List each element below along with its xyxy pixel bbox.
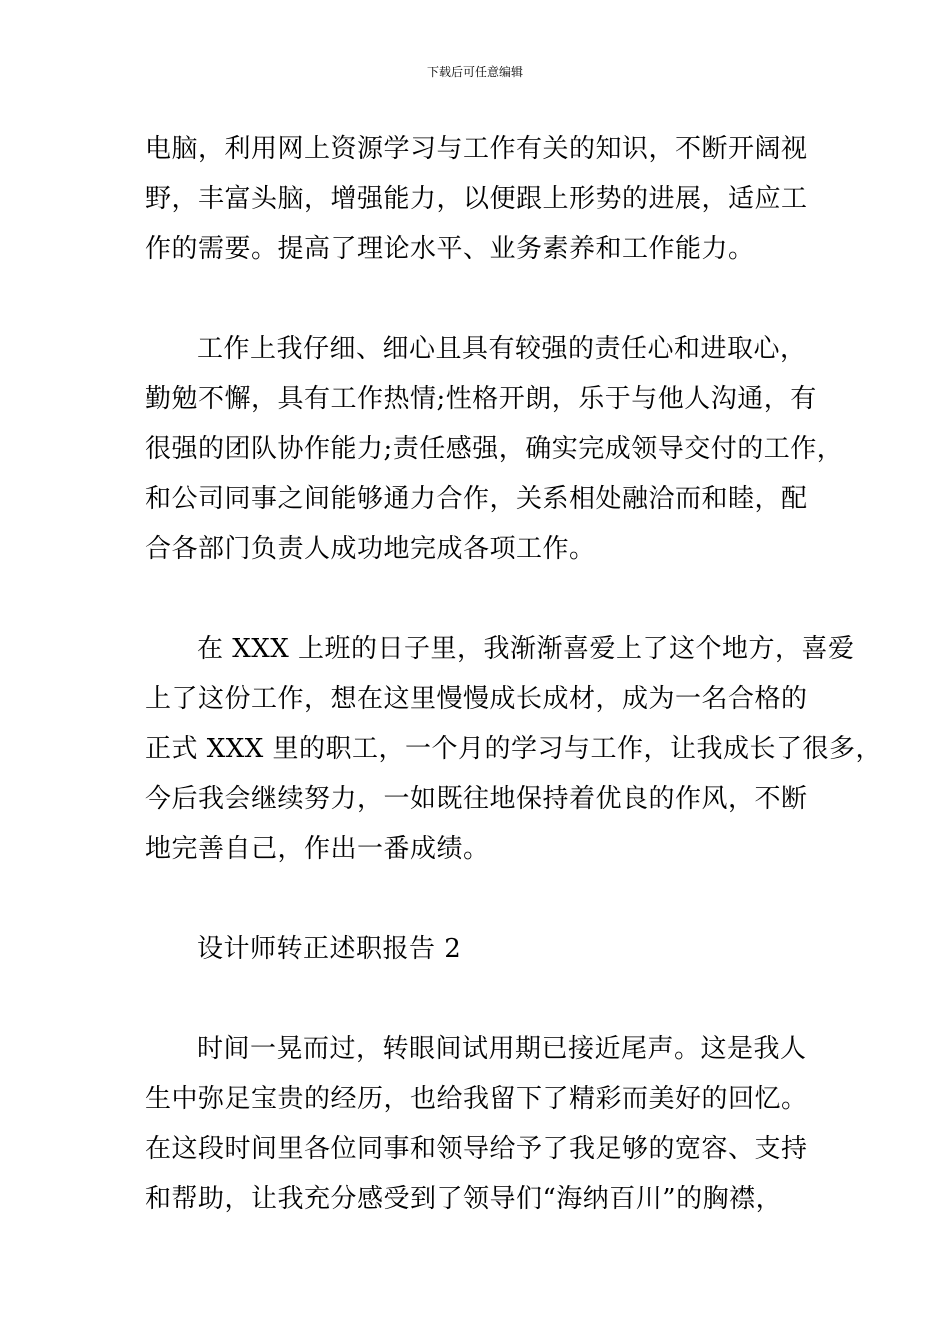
text-line: 作的需要。提高了理论水平、业务素养和工作能力。	[145, 234, 755, 264]
text-line: 地完善自己，作出一番成绩。	[145, 834, 490, 864]
text-line: 工作上我仔细、细心且具有较强的责任心和进取心，	[197, 334, 807, 364]
document-body	[145, 124, 883, 1224]
paragraph-gap	[145, 974, 835, 1024]
text-line: 正式 XXX 里的职工，一个月的学习与工作，让我成长了很多，	[145, 734, 883, 764]
text-line: 时间一晃而过，转眼间试用期已接近尾声。这是我人	[197, 1034, 807, 1064]
text-line: 勤勉不懈，具有工作热情;性格开朗，乐于与他人沟通，有	[145, 384, 817, 414]
text-line: 合各部门负责人成功地完成各项工作。	[145, 534, 596, 564]
text-line: 今后我会继续努力，一如既往地保持着优良的作风，不断	[145, 784, 808, 814]
section-heading-block	[145, 924, 835, 974]
paragraph-gap	[145, 874, 835, 924]
paragraph	[145, 324, 844, 574]
text-line: 在 XXX 上班的日子里，我渐渐喜爱上了这个地方，喜爱	[197, 634, 855, 664]
text-line: 电脑，利用网上资源学习与工作有关的知识，不断开阔视	[145, 134, 808, 164]
section-heading: 设计师转正述职报告 2	[197, 934, 462, 964]
paragraph	[145, 1024, 835, 1224]
text-line: 在这段时间里各位同事和领导给予了我足够的宽容、支持	[145, 1134, 808, 1164]
text-line: 和帮助，让我充分感受到了领导们“海纳百川”的胸襟，	[145, 1184, 783, 1214]
text-line: 很强的团队协作能力;责任感强，确实完成领导交付的工作，	[145, 434, 844, 464]
paragraph	[145, 624, 883, 874]
paragraph-gap	[145, 574, 835, 624]
paragraph-gap	[145, 274, 835, 324]
text-line: 和公司同事之间能够通力合作，关系相处融洽而和睦，配	[145, 484, 808, 514]
text-line: 生中弥足宝贵的经历，也给我留下了精彩而美好的回忆。	[145, 1084, 808, 1114]
text-line: 上了这份工作，想在这里慢慢成长成材，成为一名合格的	[145, 684, 808, 714]
page-header: 下载后可任意编辑	[426, 65, 523, 79]
paragraph	[145, 124, 835, 274]
text-line: 野，丰富头脑，增强能力，以便跟上形势的进展，适应工	[145, 184, 808, 214]
